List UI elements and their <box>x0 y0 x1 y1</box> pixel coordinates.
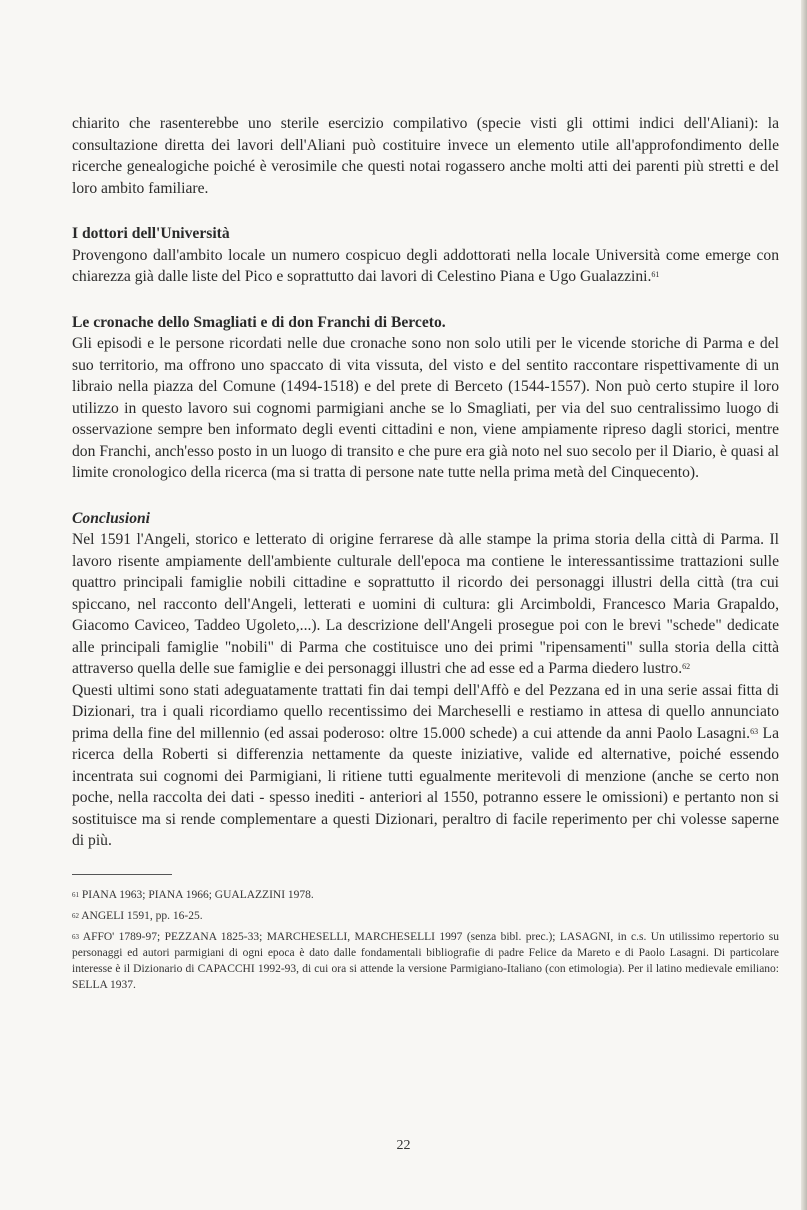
heading-dottori: I dottori dell'Università <box>72 225 230 242</box>
cronache-paragraph: Gli episodi e le persone ricordati nelle due cronache sono non solo utili per le vicende storiche di Parma e del suo territorio, ma offrono uno spaccato di vita vissuta, del visto e del sentito raccontare rispettivamente di un libraio nella piazza del Comune (1494-1518) e del prete di Berceto (1544-1557). Non può certo stupire il loro utilizzo in questo lavoro sui cognomi parmigiani anche se lo Smagliati, per via del suo centralissimo luogo di osservazione sempre ben informato degli eventi cittadini e non, viene ampiamente ripreso dagli storici, mentre don Franchi, anch'esso posto in un luogo di transito e che pure era già noto nel suo secolo per il Diario, è quasi al limite cronologico della ricerca (ma si tratta di persone nate tutte nella prima metà del Cinquecento). <box>72 335 779 481</box>
intro-paragraph: chiarito che rasenterebbe uno sterile esercizio compilativo (specie visti gli ottimi indici dell'Aliani): la consultazione diretta dei lavori dell'Aliani può costituire invece un elemento utile all'approfondimento delle ricerche genealogiche poiché è verosimile che questi notai rogassero anche molti atti dei parenti più stretti e del loro ambito familiare. <box>72 115 779 197</box>
footnote-number: 61 <box>72 890 79 899</box>
dottori-paragraph <box>72 245 779 288</box>
footnote-ref-62: 62 <box>682 662 691 671</box>
footnote-61 <box>72 887 779 903</box>
page-edge-shadow <box>801 0 807 1210</box>
dottori-text: Provengono dall'ambito locale un numero cospicuo degli addottorati nella locale Università come emerge con chiarezza già dalle liste del Pico e soprattutto dai lavori di Celestino Piana e Ugo Gualazzini. <box>72 246 779 285</box>
footnote-text: ANGELI 1591, pp. 16-25. <box>81 909 203 922</box>
conclusioni-text-2a: Questi ultimi sono stati adeguatamente trattati fin dai tempi dell'Affò e del Pezzana ed in una serie assai fitta di Dizionari, tra i quali ricordiamo quello recentissimo dei Marcheselli e restiamo in attesa di quello annunciato prima della fine del millennio (ed assai poderoso: oltre 15.000 schede) a cui attende da anni Paolo Lasagni. <box>72 681 779 742</box>
footnote-ref-63: 63 <box>750 726 759 736</box>
footnote-text: PIANA 1963; PIANA 1966; GUALAZZINI 1978. <box>81 888 314 901</box>
footnote-63 <box>72 929 779 993</box>
footnote-ref-61: 61 <box>651 270 660 279</box>
heading-cronache: Le cronache dello Smagliati e di don Franchi di Berceto. <box>72 313 446 331</box>
heading-conclusioni: Conclusioni <box>72 509 150 527</box>
footnote-number: 62 <box>72 911 79 920</box>
footnote-divider <box>72 874 172 875</box>
conclusioni-paragraph-1 <box>72 529 779 680</box>
page-number: 22 <box>396 1138 411 1153</box>
conclusioni-paragraph-2 <box>72 680 779 852</box>
conclusioni-text-1: Nel 1591 l'Angeli, storico e letterato di origine ferrarese dà alle stampe la prima storia della città di Parma. Il lavoro risente ampiamente dell'ambiente culturale dell'epoca ma contiene le interessantissime trattazioni sulle quattro principali famiglie nobili cittadine e soprattutto il ricordo dei personaggi illustri della città (tra cui spiccano, nel racconto dell'Angeli, letterati e uomini di cultura: gli Arcimboldi, Francesco Maria Grapaldo, Giacomo Caviceo, Taddeo Ugoleto,...). La descrizione dell'Angeli prosegue poi con le brevi "schede" dedicate alle principali famiglie "nobili" di Parma che costituisce uno dei primi "ripensamenti" sulla storia della città attraverso quella delle sue famiglie e dei personaggi illustri che ad esse ed a Parma diedero lustro. <box>72 531 779 677</box>
footnote-62 <box>72 908 779 924</box>
footnote-text: AFFO' 1789-97; PEZZANA 1825-33; MARCHESELLI, MARCHESELLI 1997 (senza bibl. prec.); LASAGNI, in c.s. Un utilissimo repertorio su personaggi ed autori parmigiani di ogni epoca è dato dalle fondamentali bibliografie di padre Felice da Mareto e di Paolo Lasagni. Di particolare interesse è il Dizionario di CAPACCHI 1992-93, di cui ora si attende la versione Parmigiano-Italiano (con etimologia). Per il latino medievale emiliano: SELLA 1937. <box>72 930 779 991</box>
footnote-number: 63 <box>72 932 79 941</box>
page-content <box>72 113 779 998</box>
conclusioni-text-2b: La ricerca della Roberti si differenzia nettamente da queste iniziative, valide ed alternative, poiché essendo incentrata sui cognomi dei Parmigiani, li ritiene tutti egualmente meritevoli di menzione (anche se certo non poche, nella raccolta dei dati - spesso inediti - anteriori al 1550, potranno essere le omissioni) e pertanto non si sostituisce ma si rende complementare a questi Dizionari, peraltro di facile reperimento per chi volesse saperne di più. <box>72 724 779 849</box>
